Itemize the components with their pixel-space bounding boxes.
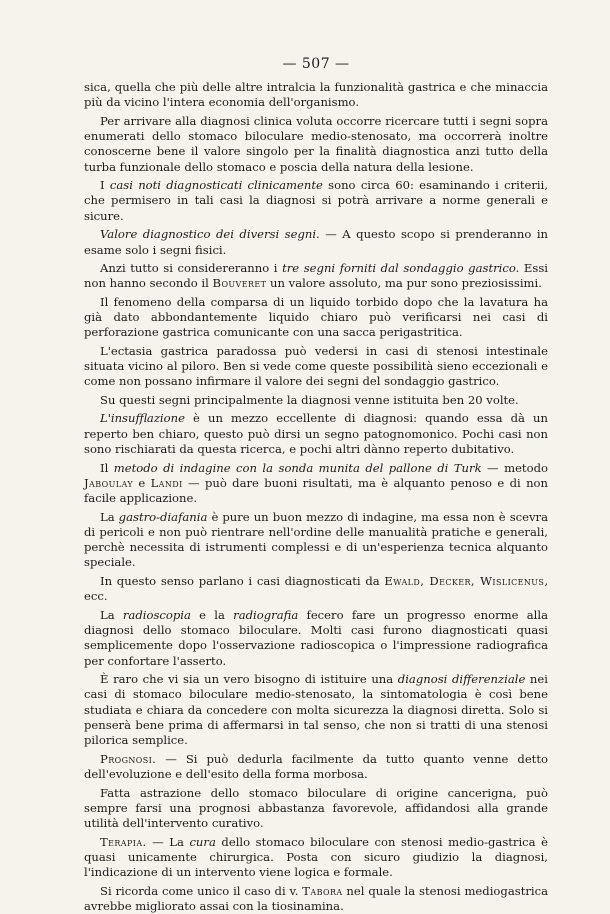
text-run: — può dare buoni risultati, ma è alquanto penoso e di non facile applicazione. (84, 475, 548, 506)
paragraph (84, 574, 548, 605)
italic-text: radioscopia (122, 607, 191, 622)
text-run: e la (190, 607, 234, 622)
text-run: nel quale la stenosi mediogastrica avrebbe migliorato assai con la tiosinamina. (84, 883, 549, 914)
italic-text: casi noti diagnosticati clinicamente (109, 178, 323, 193)
small-caps-text: Jaboulay (84, 475, 133, 490)
paragraph (84, 786, 548, 832)
paragraph (84, 672, 548, 748)
text-run: sica, quella che più delle altre intralcia la funzionalità gastrica e che minaccia più da vicino l'intera economia dell'organismo. (84, 80, 548, 110)
paragraph (84, 510, 548, 571)
text-run: sono circa 60: esaminando i criterii, che permisero in tali casi la diagnosi si potrà arrivare a norme generali e sicure. (84, 178, 548, 223)
text-run: dello stomaco biloculare con stenosi medio-gastrica è quasi unicamente chirurgica. Posta con sicuro giudizio la diagnosi, l'indicazione di un intervento viene logica e formale. (84, 834, 548, 880)
paragraph (84, 608, 548, 669)
text-run: Si ricorda come unico il caso di v. (100, 883, 303, 898)
italic-text: gastro-diafania (118, 509, 208, 524)
text-run: È raro che vi sia un vero bisogno di istituire una (100, 672, 398, 687)
paragraph (84, 835, 548, 881)
text-run: nei casi di stomaco biloculare medio-stenosato, la sintomatologia è così bene studiata e chiara da concedere con molta sicurezza la diagnosi diretta. Solo si penserà bene prima di affermarsi in tal senso, che non si tratti di una stenosi pilorica semplice. (84, 672, 548, 748)
text-run: — Si può dedurla facilmente da tutto quanto venne detto dell'evoluzione e dell'esito della forma morbosa. (84, 751, 548, 782)
text-run: I (100, 178, 110, 193)
italic-text: tre segni forniti dal sondaggio gastrico. (282, 261, 520, 276)
text-run: La (100, 509, 119, 524)
paragraph (84, 114, 548, 175)
text-run: L'ectasia gastrica paradossa può vedersi in casi di stenosi intestinale situata vicino al piloro. Ben si vede come queste possibilità sieno eccezionali e come non possano infirmare il valore dei segni del sondaggio gastrico. (84, 343, 548, 389)
paragraph (84, 178, 548, 224)
text-run: Anzi tutto si considereranno i (100, 261, 283, 276)
page-number: — 507 — (282, 56, 350, 72)
text-run: Per arrivare alla diagnosi clinica voluta occorre ricercare tutti i segni sopra enumerati dello stomaco biloculare medio-stenosato, ma occorrerà inoltre conoscerne bene il valore singolo per la finalità diagnostica anzi tutto della turba funzionale dello stomaco e poscia della natura della lesione. (84, 113, 548, 174)
paragraph (84, 884, 548, 914)
text-run: è pure un buon mezzo di indagine, ma essa non è scevra di pericoli e non può rientrare nell'ordine delle manualità pratiche e generali, perchè necessita di istrumenti complessi e di un'esperienza tecnica alquanto speciale. (84, 509, 549, 570)
text-run: Il fenomeno della comparsa di un liquido torbido dopo che la lavatura ha già dato abbondantemente liquido chiaro può verificarsi nei casi di perforazione gastrica comunicante con una sacca perigastritica. (84, 294, 548, 340)
text-run: e (133, 475, 151, 490)
text-run: — La (146, 834, 190, 849)
paragraph (84, 80, 548, 111)
paragraph (84, 752, 548, 783)
italic-text: L'insufflazione (100, 411, 185, 426)
italic-text: cura (189, 834, 216, 849)
paragraph (84, 295, 548, 341)
text-run: La (100, 607, 123, 622)
small-caps-text: Bouveret (212, 276, 267, 291)
italic-text: radiografia (233, 607, 299, 622)
paragraph (84, 261, 548, 292)
italic-text: Valore diagnostico dei diversi segni. (100, 227, 320, 242)
text-run: un valore assoluto, ma pur sono preziosissimi. (266, 276, 542, 291)
text-run: — A questo scopo si prenderanno in esame solo i segni fisici. (84, 227, 548, 257)
small-caps-text: Landi (150, 475, 183, 490)
paragraph (84, 344, 548, 390)
small-caps-text: Prognosi. (100, 751, 157, 766)
text-run: , ecc. (84, 573, 549, 604)
text-run: Su questi segni principalmente la diagnosi venne istituita ben 20 volte. (100, 392, 519, 407)
paragraph (84, 393, 548, 408)
paragraph (84, 411, 548, 457)
paragraph (84, 461, 548, 507)
text-run: Essi non hanno secondo il (84, 261, 548, 291)
text-run: — metodo (481, 460, 548, 475)
text-run: In questo senso parlano i casi diagnosticati da (100, 573, 385, 588)
text-run: Fatta astrazione dello stomaco biloculare di origine cancerigna, può sempre farsi una prognosi abbastanza favorevole, affidandosi alla grande utilità dell'intervento curativo. (84, 785, 548, 831)
italic-text: metodo di indagine con la sonda munita del pallone di Turk (113, 460, 482, 475)
italic-text: diagnosi differenziale (397, 672, 526, 687)
small-caps-text: Terapia. (100, 834, 147, 849)
text-run: è un mezzo eccellente di diagnosi: quando essa dà un reperto ben chiaro, questo può dirsi un segno patognomonico. Pochi casi non sono rischiarati da questa ricerca, e pochi altri dànno reperto dubitativo. (84, 411, 548, 457)
text-run: Il (100, 460, 114, 475)
paragraph (84, 227, 548, 258)
small-caps-text: Ewald, Decker, Wislicenus (384, 573, 545, 588)
small-caps-text: Tabora (302, 883, 343, 898)
text-run: fecero fare un progresso enorme alla diagnosi dello stomaco biloculare. Molti casi furono diagnosticati quasi semplicemente dopo l'osservazione radioscopica o l'impressione radiografica per confortare l'asserto. (84, 607, 548, 668)
